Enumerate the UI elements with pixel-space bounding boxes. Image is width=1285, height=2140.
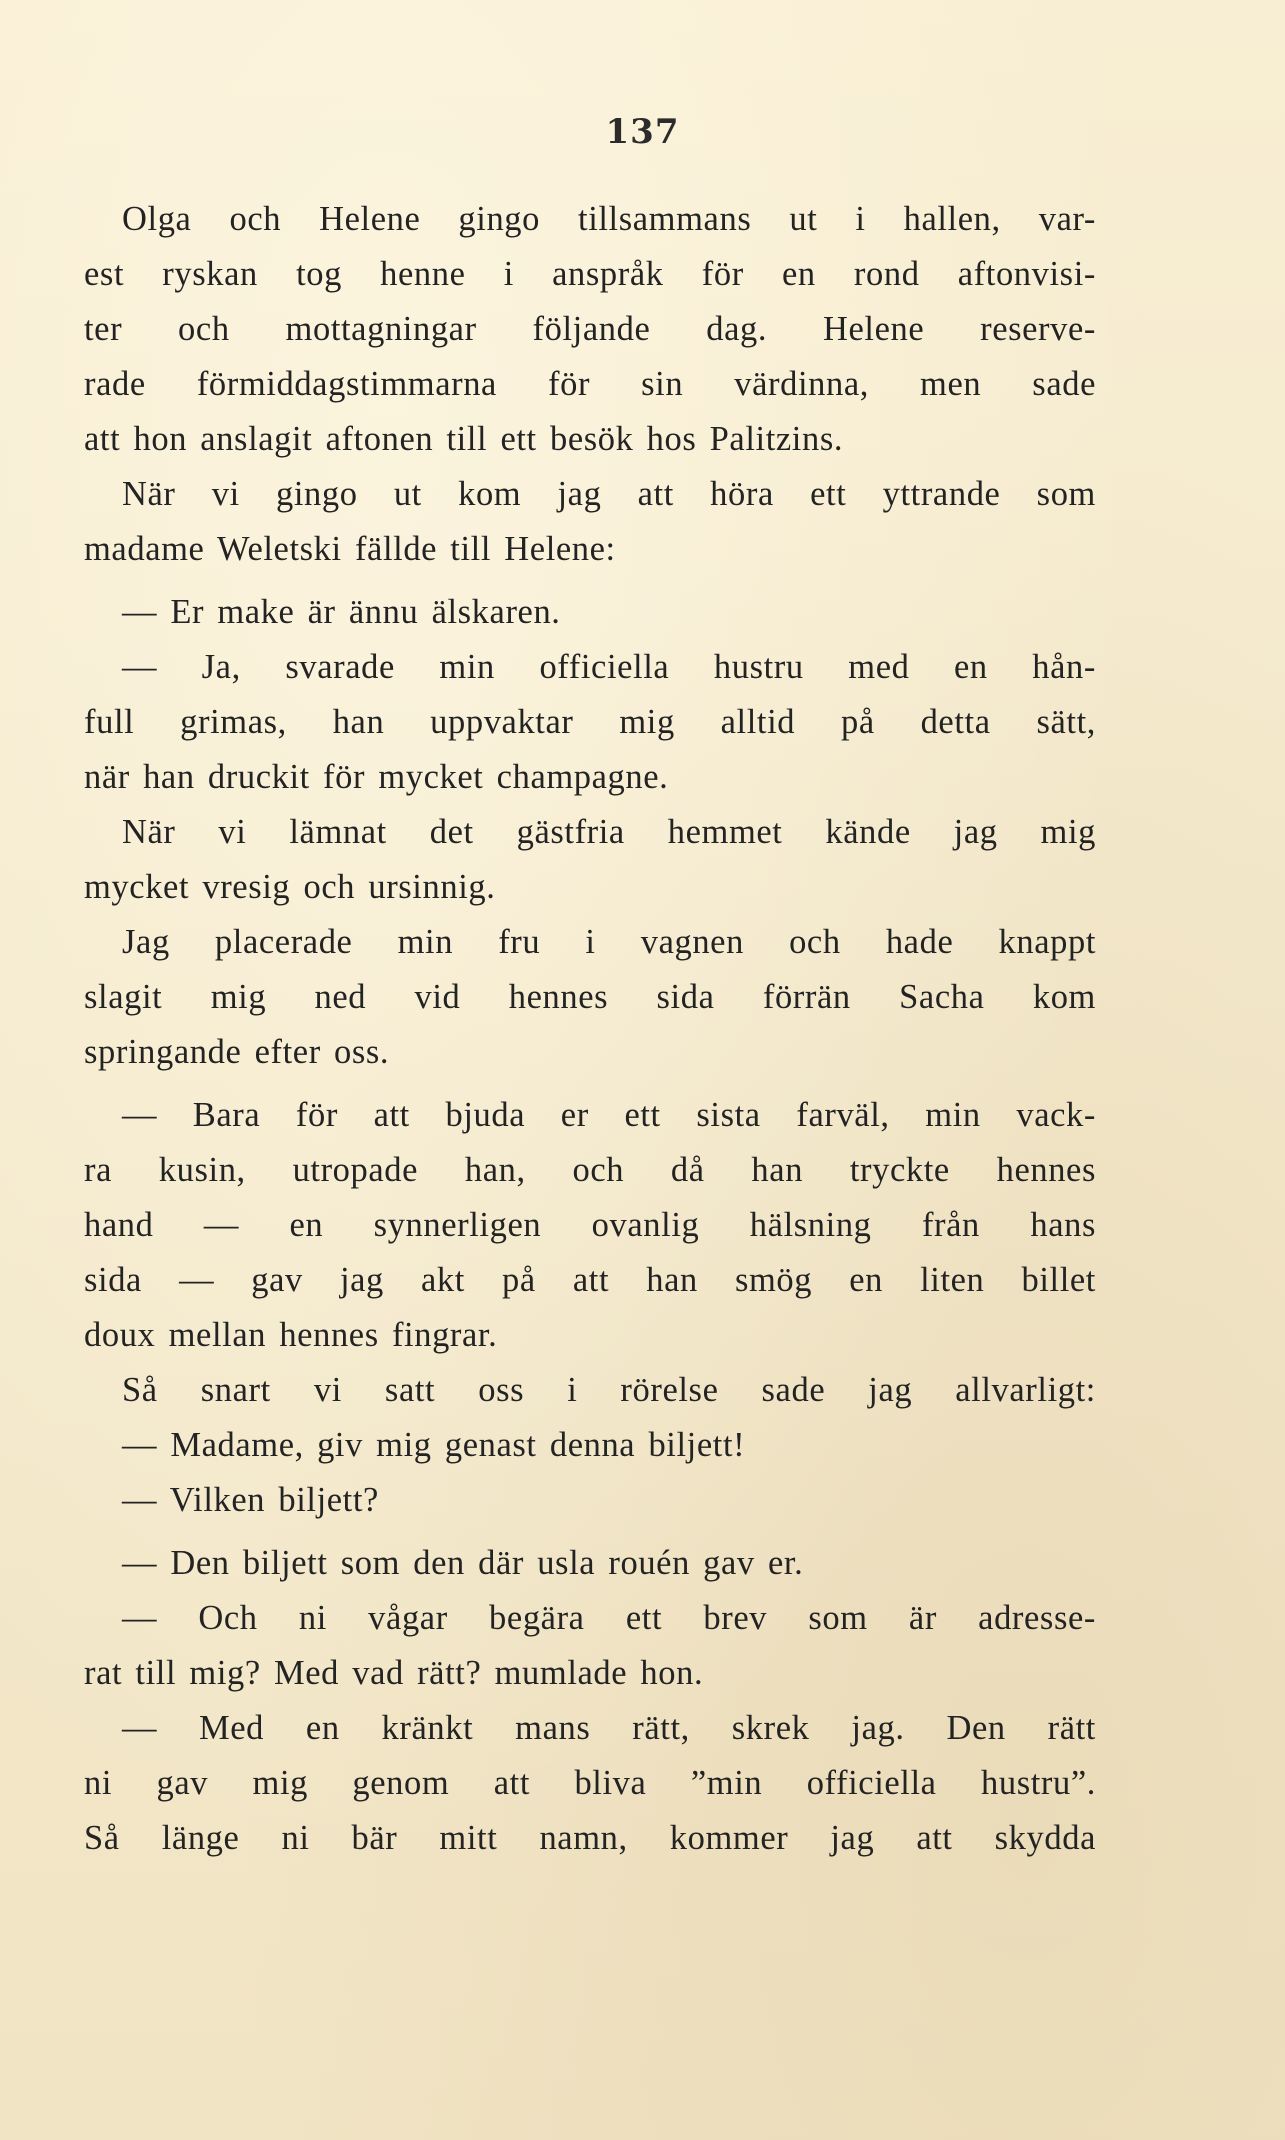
- text-line: När vi lämnat det gästfria hemmet kände jag mig: [122, 813, 1096, 851]
- text-line: rat till mig? Med vad rätt? mumlade hon.: [84, 1654, 704, 1692]
- text-line: mycket vresig och ursinnig.: [84, 868, 496, 906]
- paragraph-gap: [84, 577, 1096, 585]
- page-number: 137: [605, 112, 680, 152]
- text-line: full grimas, han uppvaktar mig alltid på detta sätt,: [84, 703, 1096, 741]
- paragraph-gap: [84, 1080, 1096, 1088]
- body-text: [84, 192, 1096, 1866]
- text-line: — Med en kränkt mans rätt, skrek jag. Den rätt: [122, 1709, 1096, 1747]
- text-line: Så länge ni bär mitt namn, kommer jag att skydda: [84, 1819, 1096, 1857]
- text-line: hand — en synnerligen ovanlig hälsning från hans: [84, 1206, 1096, 1244]
- paragraph-gap: [84, 1528, 1096, 1536]
- text-line: Så snart vi satt oss i rörelse sade jag allvarligt:: [122, 1371, 1096, 1409]
- text-line: ra kusin, utropade han, och då han tryckte hennes: [84, 1151, 1096, 1189]
- text-line: Olga och Helene gingo tillsammans ut i hallen, var-: [122, 200, 1096, 238]
- text-line: est ryskan tog henne i anspråk för en rond aftonvisi-: [84, 255, 1096, 293]
- text-line: madame Weletski fällde till Helene:: [84, 530, 616, 568]
- text-line: — Vilken biljett?: [122, 1481, 379, 1519]
- text-line: Jag placerade min fru i vagnen och hade knappt: [122, 923, 1096, 961]
- text-line: — Och ni vågar begära ett brev som är adresse-: [122, 1599, 1096, 1637]
- text-line: När vi gingo ut kom jag att höra ett yttrande som: [122, 475, 1096, 513]
- text-line: ter och mottagningar följande dag. Helene reserve-: [84, 310, 1096, 348]
- text-line: slagit mig ned vid hennes sida förrän Sacha kom: [84, 978, 1096, 1016]
- text-line: när han druckit för mycket champagne.: [84, 758, 669, 796]
- text-line: doux mellan hennes fingrar.: [84, 1316, 498, 1354]
- text-line: att hon anslagit aftonen till ett besök hos Palitzins.: [84, 420, 844, 458]
- text-line: — Ja, svarade min officiella hustru med en hån-: [122, 648, 1096, 686]
- text-line: — Madame, giv mig genast denna biljett!: [122, 1426, 746, 1464]
- text-line: — Den biljett som den där usla rouén gav er.: [122, 1544, 804, 1582]
- text-line: — Er make är ännu älskaren.: [122, 593, 561, 631]
- text-line: ni gav mig genom att bliva ”min officiella hustru”.: [84, 1764, 1096, 1802]
- text-line: springande efter oss.: [84, 1033, 390, 1071]
- text-line: rade förmiddagstimmarna för sin värdinna, men sade: [84, 365, 1096, 403]
- text-line: — Bara för att bjuda er ett sista farväl, min vack-: [122, 1096, 1096, 1134]
- text-line: sida — gav jag akt på att han smög en liten billet: [84, 1261, 1096, 1299]
